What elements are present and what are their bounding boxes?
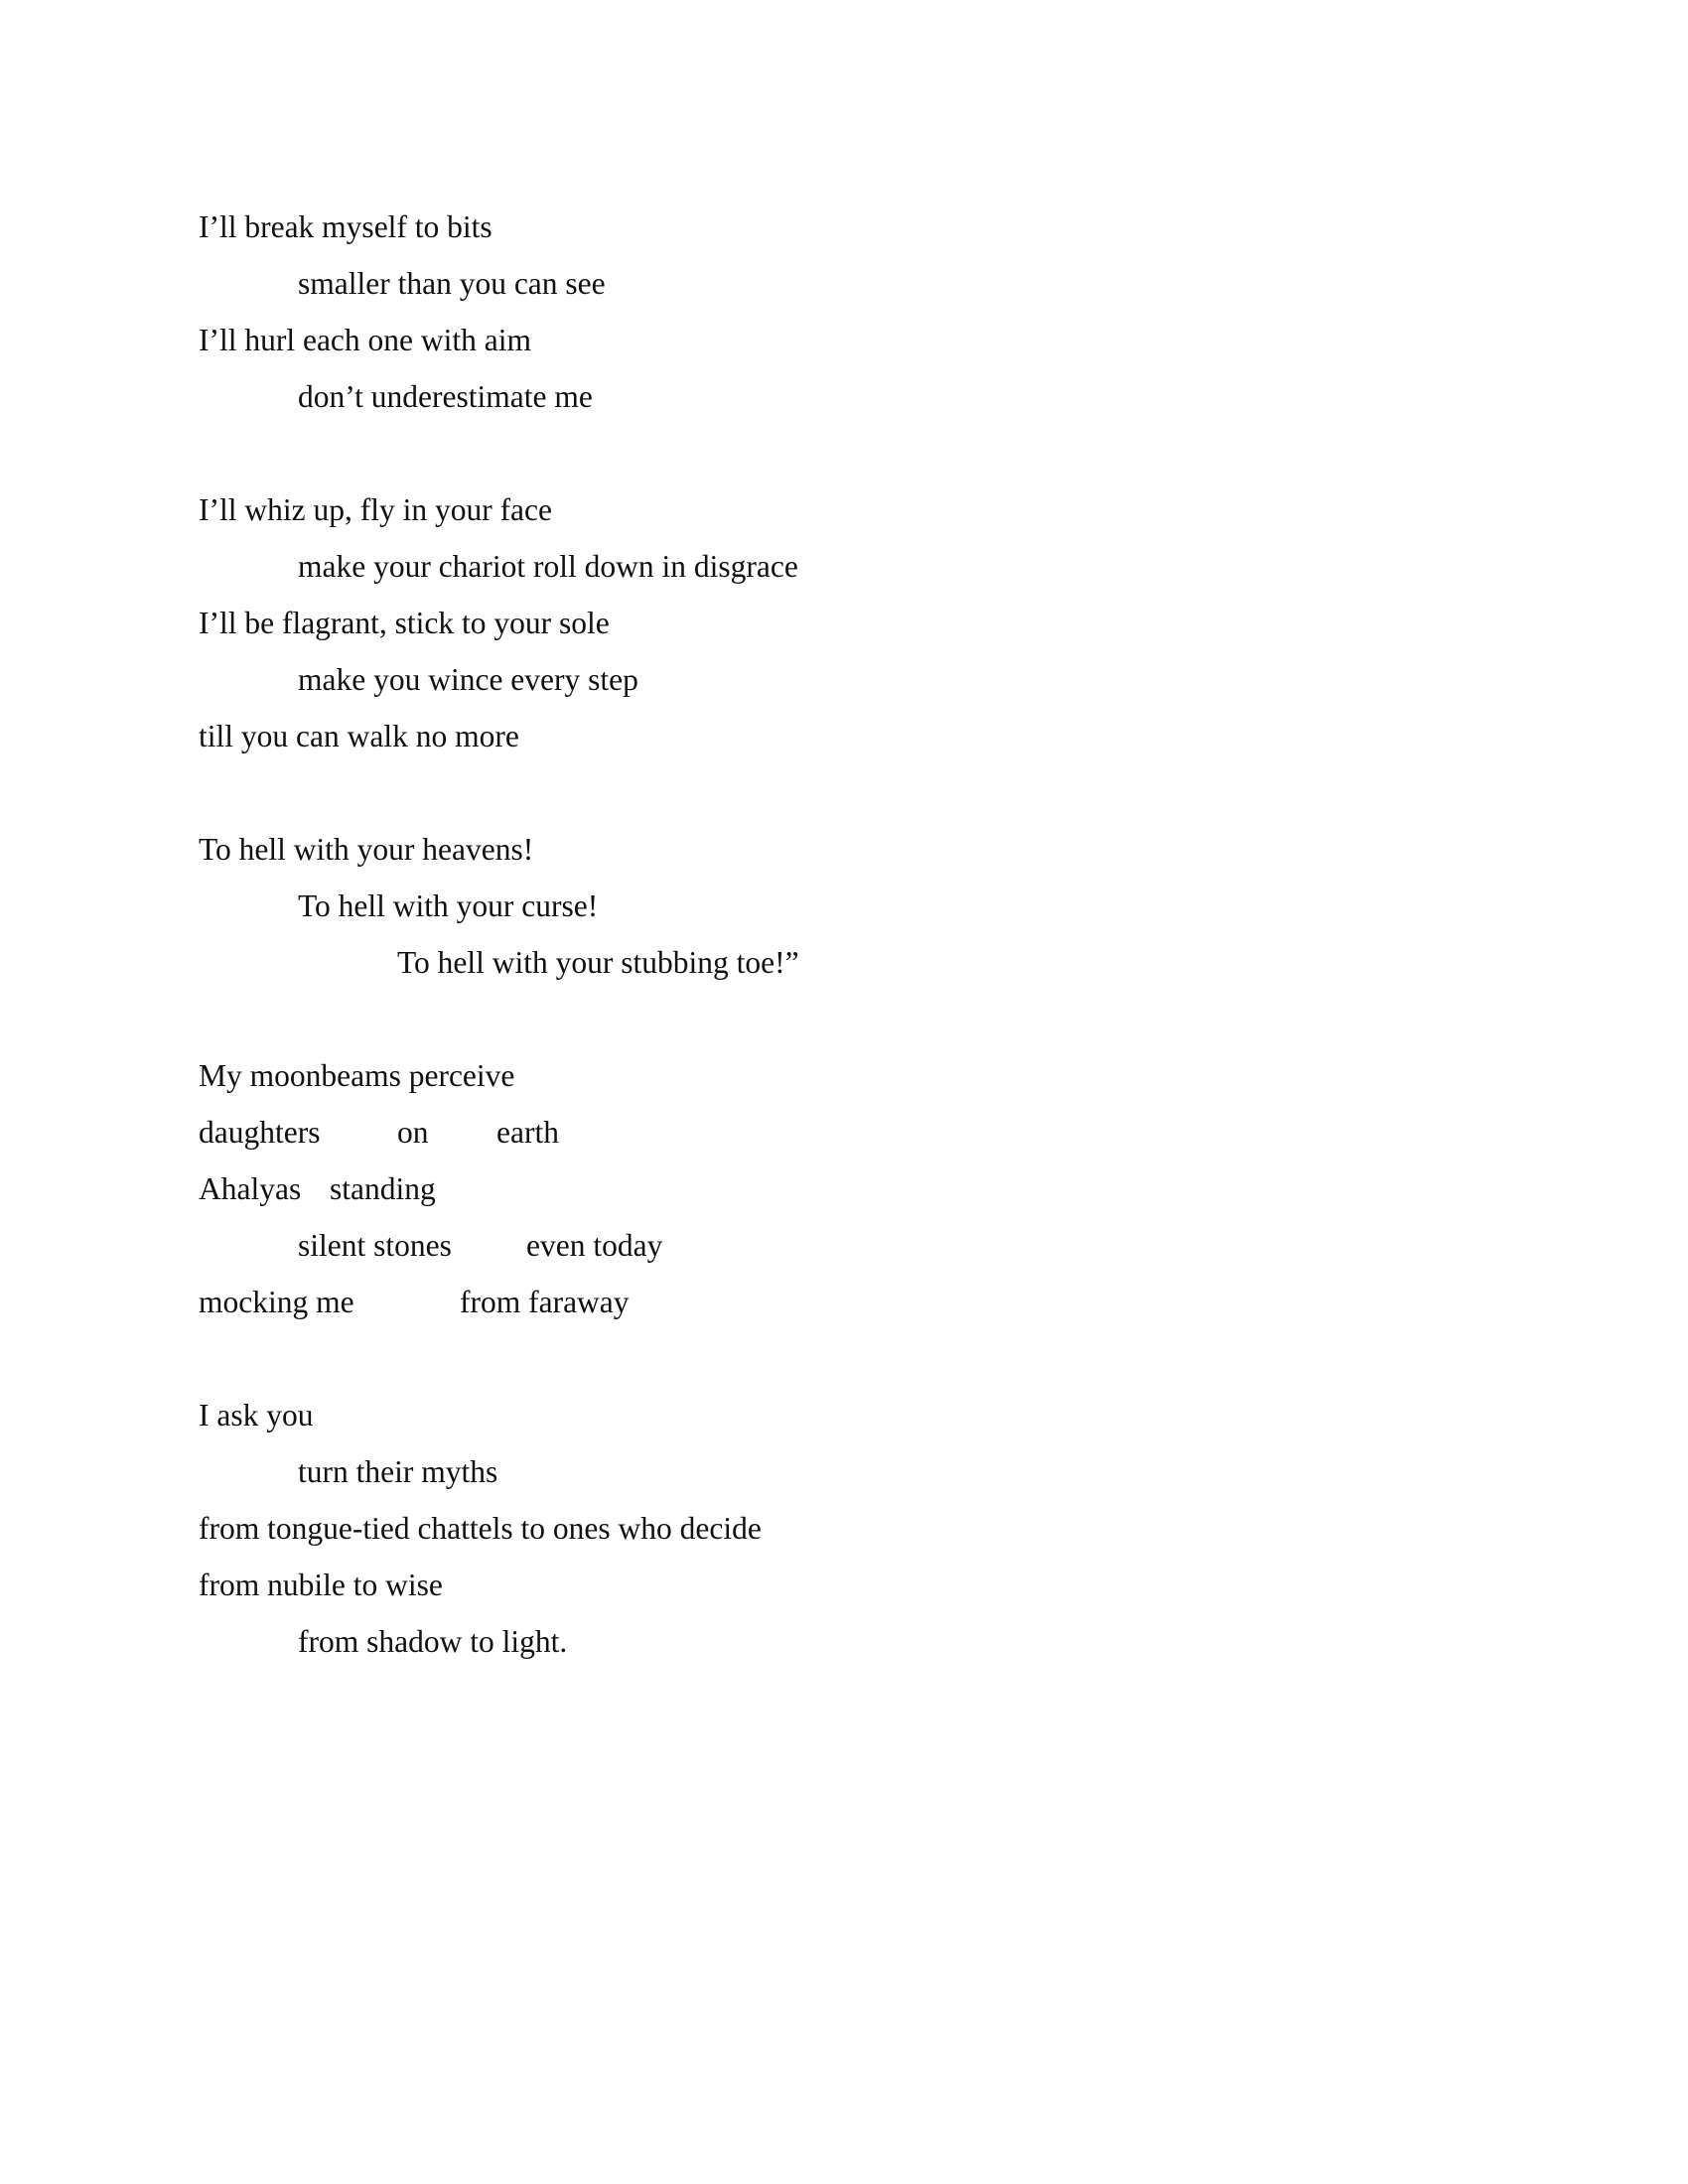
line-segment: even today: [526, 1228, 663, 1263]
poem-line: from tongue-tied chattels to ones who decide: [199, 1511, 762, 1546]
line-segment: from faraway: [460, 1285, 630, 1319]
stanza-2: [199, 481, 1489, 764]
poem-line: make you wince every step: [298, 662, 638, 697]
line-segment: mocking me: [199, 1285, 354, 1319]
poem-body: [199, 199, 1489, 1670]
stanza-break: [199, 1330, 1489, 1387]
poem-line: To hell with your curse!: [298, 888, 599, 923]
poem-line: I’ll hurl each one with aim: [199, 323, 532, 357]
poem-line: I’ll break myself to bits: [199, 209, 492, 244]
stanza-break: [199, 764, 1489, 821]
line-segment: Ahalyas: [199, 1171, 302, 1206]
poem-line: To hell with your heavens!: [199, 832, 534, 867]
stanza-4: [199, 1047, 1489, 1330]
poem-line: don’t underestimate me: [298, 379, 593, 414]
poem-line: [199, 1160, 1489, 1217]
poem-line: [199, 1217, 1489, 1274]
line-segment: daughters: [199, 1115, 321, 1150]
line-segment: silent stones: [298, 1228, 452, 1263]
line-segment: on: [397, 1115, 429, 1150]
poem-line: from nubile to wise: [199, 1568, 443, 1602]
poem-line: [199, 1104, 1489, 1160]
stanza-break: [199, 991, 1489, 1047]
poem-line: from shadow to light.: [298, 1624, 568, 1659]
stanza-5: [199, 1387, 1489, 1670]
poem-line: [199, 1274, 1489, 1330]
poem-line: To hell with your stubbing toe!”: [397, 945, 799, 980]
poem-line: till you can walk no more: [199, 719, 519, 753]
poem-line: I’ll be flagrant, stick to your sole: [199, 606, 610, 640]
poem-line: make your chariot roll down in disgrace: [298, 549, 798, 584]
line-segment: earth: [496, 1115, 559, 1150]
poem-line: smaller than you can see: [298, 266, 606, 301]
stanza-1: [199, 199, 1489, 425]
poem-line: My moonbeams perceive: [199, 1058, 515, 1093]
poem-line: I’ll whiz up, fly in your face: [199, 492, 553, 527]
poem-line: turn their myths: [298, 1454, 498, 1489]
line-segment: standing: [330, 1171, 436, 1206]
poem-line: I ask you: [199, 1398, 314, 1433]
stanza-3: [199, 821, 1489, 991]
stanza-break: [199, 425, 1489, 481]
